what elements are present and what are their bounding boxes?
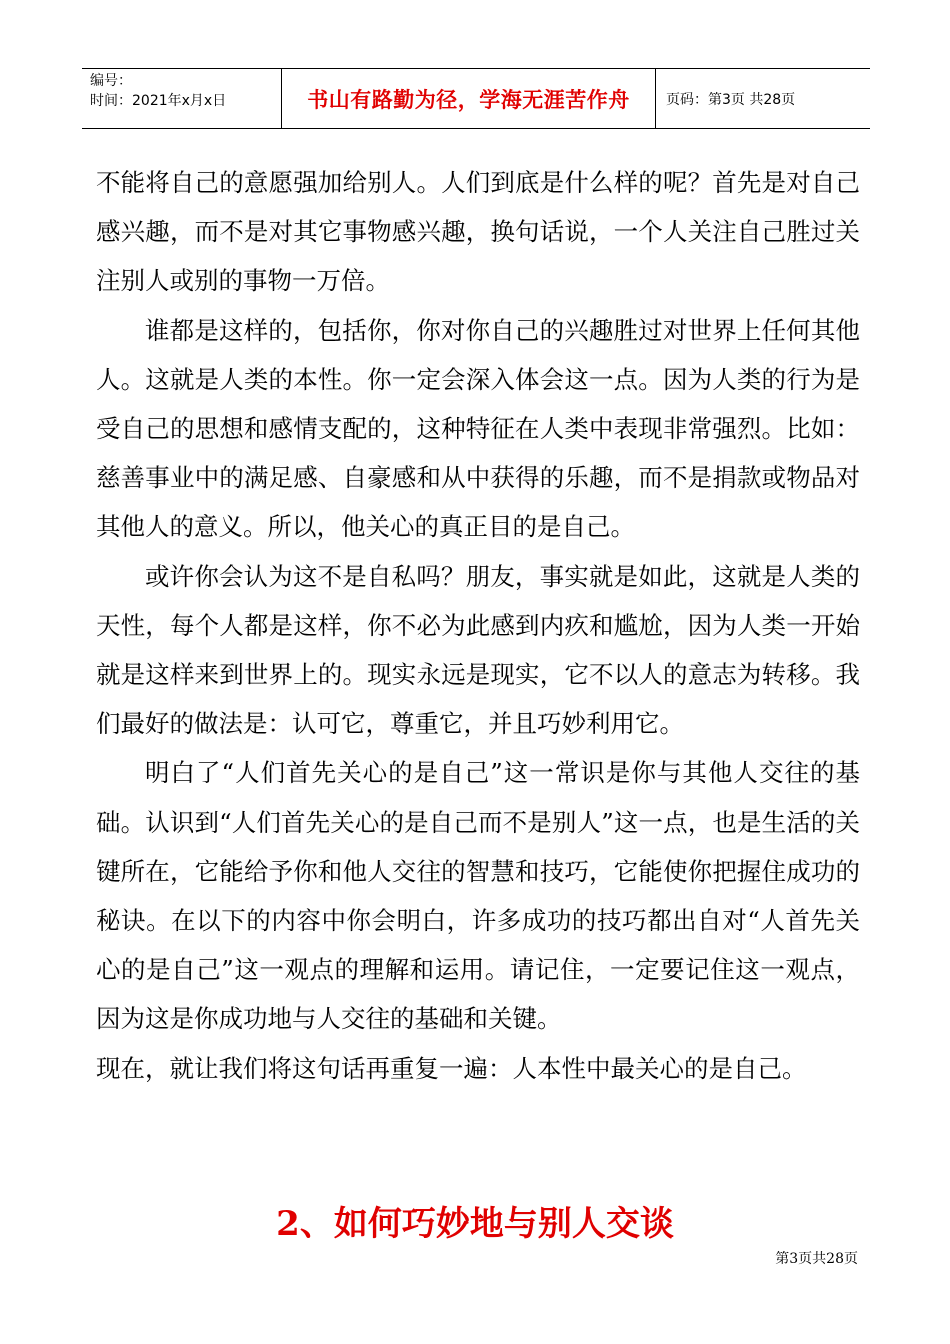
- paragraph-3: 或许你会认为这不是自私吗？朋友，事实就是如此，这就是人类的天性，每个人都是这样，你不必为此感到内疚和尴尬，因为人类一开始就是这样来到世界上的。现实永远是现实，它不以人的意志为转移。我们最好的做法是：认可它，尊重它，并且巧妙利用它。: [96, 561, 860, 739]
- date-label: 时间：2021年x月x日: [90, 93, 227, 109]
- number-label: 编号：: [90, 73, 132, 89]
- section-title: 2、如何巧妙地与别人交谈: [276, 1204, 674, 1244]
- header-page-cell: [656, 69, 870, 128]
- paragraph-1: 不能将自己的意愿强加给别人。人们到底是什么样的呢？首先是对自己感兴趣，而不是对其它事物感兴趣，换句话说，一个人关注自己胜过关注别人或别的事物一万倍。: [96, 168, 860, 296]
- header-motto-cell: [282, 69, 656, 128]
- header-meta-cell: [82, 69, 282, 128]
- document-body: [96, 158, 860, 1093]
- paragraph-4: 明白了“人们首先关心的是自己”这一常识是你与其他人交往的基础。认识到“人们首先关心的是自己而不是别人”这一点，也是生活的关键所在，它能给予你和他人交往的智慧和技巧，它能使你把握住成功的秘诀。在以下的内容中你会明白，许多成功的技巧都出自对“人首先关心的是自己”这一观点的理解和运用。请记住，一定要记住这一观点，因为这是你成功地与人交往的基础和关键。: [96, 758, 860, 1034]
- paragraph-2: 谁都是这样的，包括你，你对你自己的兴趣胜过对世界上任何其他人。这就是人类的本性。你一定会深入体会这一点。因为人类的行为是受自己的思想和感情支配的，这种特征在人类中表现非常强烈。比如：慈善事业中的满足感、自豪感和从中获得的乐趣，而不是捐款或物品对其他人的意义。所以，他关心的真正目的是自己。: [96, 315, 860, 542]
- footer-page-number: 第3页共28页: [775, 1251, 858, 1267]
- motto: 书山有路勤为径，学海无涯苦作舟: [307, 87, 630, 112]
- header-table: [82, 68, 870, 129]
- paragraph-5: 现在，就让我们将这句话再重复一遍：人本性中最关心的是自己。: [96, 1053, 807, 1083]
- header-page-info: 页码：第3页 共28页: [666, 91, 796, 108]
